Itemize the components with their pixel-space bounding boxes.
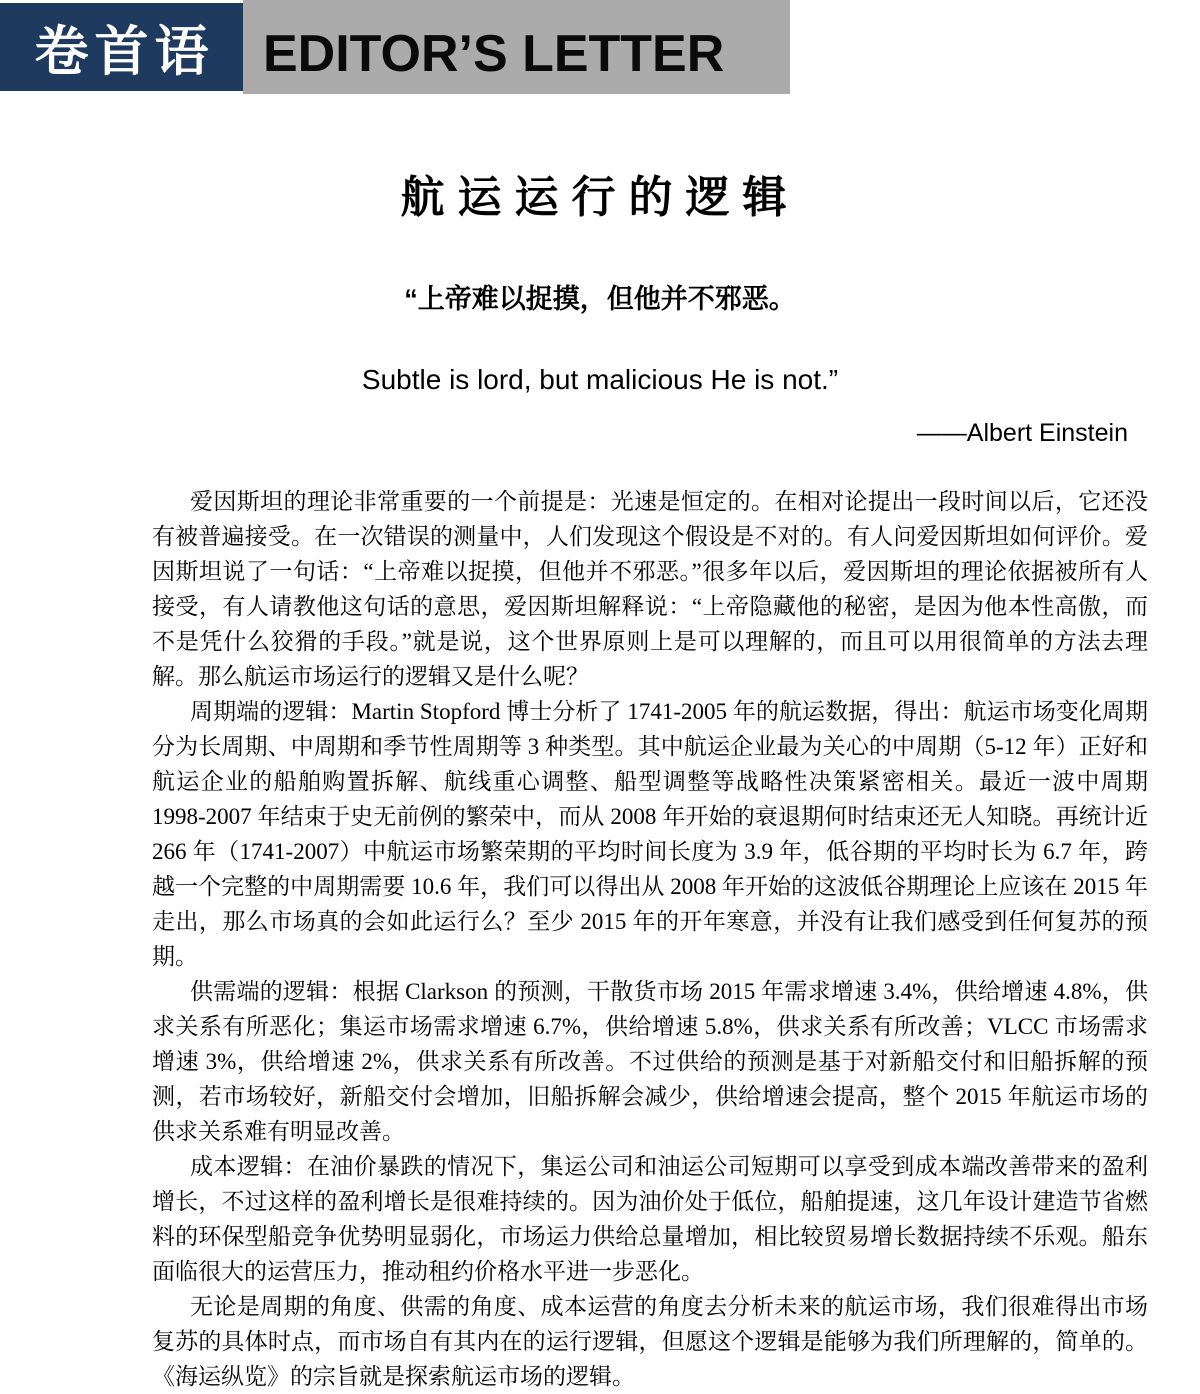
body-paragraph-cost-logic: 成本逻辑：在油价暴跌的情况下，集运公司和油运公司短期可以享受到成本端改善带来的盈利增长，不过这样的盈利增长是很难持续的。因为油价处于低位，船舶提速，这几年设计建造节省燃料的环保型船竞争优势明显弱化，市场运力供给总量增加，相比较贸易增长数据持续不乐观。船东面临很大的运营压力，推动租约价格水平进一步恶化。	[152, 1154, 1148, 1284]
quote-english: Subtle is lord, but malicious He is not.”	[361, 364, 839, 395]
body-paragraph-intro: 爱因斯坦的理论非常重要的一个前提是：光速是恒定的。在相对论提出一段时间以后，它还没有被普遍接受。在一次错误的测量中，人们发现这个假设是不对的。有人问爱因斯坦如何评价。爱因斯坦说了一句话：“上帝难以捉摸，但他并不邪恶。”很多年以后，爱因斯坦的理论依据被所有人接受，有人请教他这句话的意思，爱因斯坦解释说：“上帝隐藏他的秘密，是因为他本性高傲，而不是凭什么狡猾的手段。”就是说，这个世界原则上是可以理解的，而且可以用很简单的方法去理解。那么航运市场运行的逻辑又是什么呢？	[152, 489, 1148, 689]
body-paragraph-supply-demand-logic: 供需端的逻辑：根据 Clarkson 的预测，干散货市场 2015 年需求增速 3.4%，供给增速 4.8%，供求关系有所恶化；集运市场需求增速 6.7%，供给增速 5.8%，供求关系有所改善；VLCC 市场需求增速 3%，供给增速 2%，供求关系有所改善。不过供给的预测是基于对新船交付和旧船拆解的预测，若市场较好，新船交付会增加，旧船拆解会减少，供给增速会提高，整个 2015 年航运市场的供求关系难有明显改善。	[152, 979, 1149, 1144]
article-title: 航运运行的逻辑	[400, 172, 800, 223]
body-paragraph-cycle-logic: 周期端的逻辑：Martin Stopford 博士分析了 1741-2005 年的航运数据，得出：航运市场变化周期分为长周期、中周期和季节性周期等 3 种类型。其中航运企业最为关心的中周期（5-12 年）正好和航运企业的船舶购置拆解、航线重心调整、船型调整等战略性决策紧密相关。最近一波中周期 1998-2007 年结束于史无前例的繁荣中，而从 2008 年开始的衰退期何时结束还无人知晓。再统计近 266 年（1741-2007）中航运市场繁荣期的平均时间长度为 3.9 年，低谷期的平均时长为 6.7 年，跨越一个完整的中周期需要 10.6 年，我们可以得出从 2008 年开始的这波低谷期理论上应该在 2015 年走出，那么市场真的会如此运行么？至少 2015 年的开年寒意，并没有让我们感受到任何复苏的预期。	[152, 699, 1148, 969]
quote-attribution: ——Albert Einstein	[916, 419, 1128, 447]
section-badge-chinese: 卷首语	[0, 3, 243, 91]
body-paragraph-conclusion: 无论是周期的角度、供需的角度、成本运营的角度去分析未来的航运市场，我们很难得出市场复苏的具体时点，而市场自有其内在的运行逻辑，但愿这个逻辑是能够为我们所理解的，简单的。《海运纵览》的宗旨就是探索航运市场的逻辑。	[152, 1294, 1148, 1389]
article-body	[152, 484, 1148, 1394]
page-header	[0, 0, 1200, 95]
section-badge-english: EDITOR’S LETTER	[243, 0, 790, 94]
quote-chinese: “上帝难以捉摸，但他并不邪恶。	[404, 284, 796, 314]
